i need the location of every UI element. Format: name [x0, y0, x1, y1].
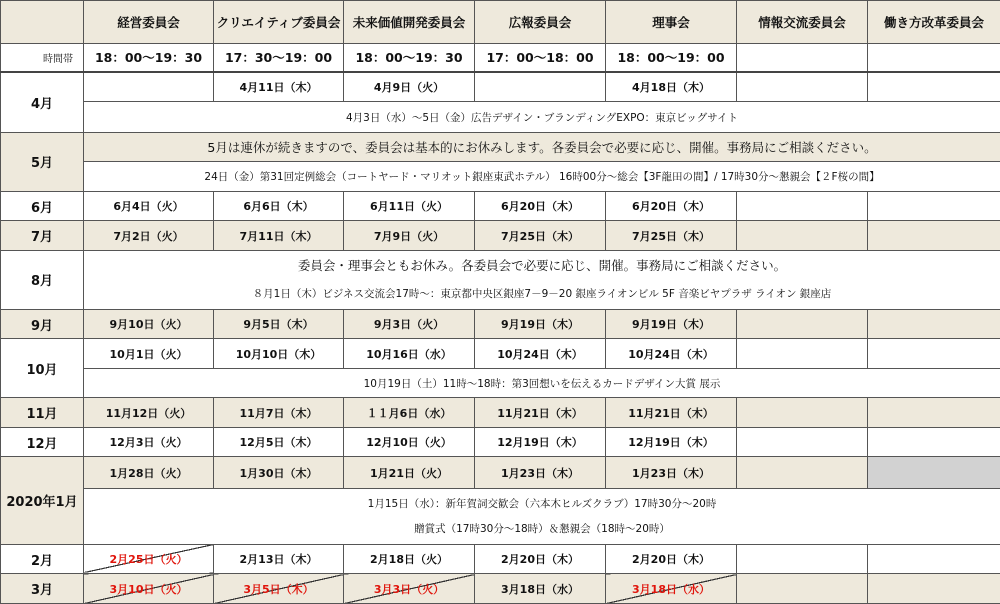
event-note: [84, 488, 1000, 544]
meeting-date: 2月13日（木）: [214, 544, 344, 574]
month-label: 6月: [1, 191, 84, 221]
meeting-date: [737, 309, 868, 339]
meeting-date: 10月10日（木）: [214, 339, 344, 369]
meeting-date: 4月11日（木）: [214, 72, 344, 102]
month-label: 7月: [1, 221, 84, 251]
meeting-date: 12月19日（木）: [606, 427, 737, 457]
meeting-date: [737, 427, 868, 457]
event-row-oct: [1, 368, 1000, 398]
time-slot: 17：00〜18：00: [475, 43, 606, 72]
month-row-apr: [1, 72, 1000, 102]
meeting-date: [868, 457, 1000, 489]
month-row-mar: [1, 574, 1000, 604]
meeting-date: 6月4日（火）: [84, 191, 214, 221]
month-label: 9月: [1, 309, 84, 339]
meeting-date: 7月25日（木）: [606, 221, 737, 251]
meeting-date: 12月5日（木）: [214, 427, 344, 457]
event-note-line: 1月15日（水）：新年賀詞交歓会（六本木ヒルズクラブ）17時30分〜20時: [367, 498, 717, 511]
meeting-date: 10月16日（水）: [344, 339, 475, 369]
month-label: 11月: [1, 398, 84, 428]
event-note-line: 贈賞式（17時30分〜18時）＆懇親会（18時〜20時）: [414, 523, 670, 536]
meeting-date: [868, 339, 1000, 369]
committee-header: 広報委員会: [475, 1, 606, 44]
month-row-dec: [1, 427, 1000, 457]
meeting-date: [737, 544, 868, 574]
meeting-date: 12月19日（木）: [475, 427, 606, 457]
meeting-date: [737, 339, 868, 369]
month-label: 3月: [1, 574, 84, 604]
time-slot: [737, 43, 868, 72]
month-label: 8月: [1, 250, 84, 309]
meeting-date: 12月3日（火）: [84, 427, 214, 457]
meeting-date: [868, 221, 1000, 251]
month-label: 2020年1月: [1, 457, 84, 545]
meeting-date: [737, 221, 868, 251]
meeting-date: [737, 574, 868, 604]
month-row-nov: [1, 398, 1000, 428]
meeting-date: 9月19日（木）: [606, 309, 737, 339]
meeting-date: 1月21日（火）: [344, 457, 475, 489]
meeting-date: [475, 72, 606, 102]
meeting-date: 6月20日（木）: [475, 191, 606, 221]
meeting-date: 1月30日（木）: [214, 457, 344, 489]
meeting-date: 4月9日（火）: [344, 72, 475, 102]
event-note: 24日（金）第31回定例総会（コートヤード・マリオット銀座東武ホテル） 16時00分〜総会【3F龍田の間】/ 17時30分〜懇親会【２F桜の間】: [84, 162, 1000, 192]
meeting-date: [868, 398, 1000, 428]
meeting-date: 1月23日（木）: [475, 457, 606, 489]
event-row-apr: [1, 102, 1000, 133]
month-label: 5月: [1, 132, 84, 191]
committee-header: 理事会: [606, 1, 737, 44]
meeting-date: 7月9日（火）: [344, 221, 475, 251]
month-row-feb: [1, 544, 1000, 574]
month-row-sep: [1, 309, 1000, 339]
committee-header: 未来価値開発委員会: [344, 1, 475, 44]
cancelled-meeting-date: 3月18日（水）: [606, 574, 737, 604]
month-notice: 委員会・理事会ともお休み。各委員会で必要に応じ、開催。事務局にご相談ください。: [84, 250, 1000, 278]
meeting-date: 11月7日（木）: [214, 398, 344, 428]
committee-header: 経営委員会: [84, 1, 214, 44]
meeting-date: 9月19日（木）: [475, 309, 606, 339]
month-label: 12月: [1, 427, 84, 457]
meeting-date: 7月2日（火）: [84, 221, 214, 251]
meeting-date: 9月5日（木）: [214, 309, 344, 339]
cancelled-meeting-date: 3月10日（火）: [84, 574, 214, 604]
meeting-date: 10月24日（木）: [606, 339, 737, 369]
meeting-date: 2月20日（木）: [475, 544, 606, 574]
cancelled-meeting-date: 2月25日（火）: [84, 544, 214, 574]
month-row-oct: [1, 339, 1000, 369]
meeting-date: 6月11日（火）: [344, 191, 475, 221]
month-label: 10月: [1, 339, 84, 398]
event-note: 10月19日（土）11時〜18時：第3回想いを伝えるカードデザイン大賞 展示: [84, 368, 1000, 398]
committee-header: 働き方改革委員会: [868, 1, 1000, 44]
meeting-date: 9月10日（火）: [84, 309, 214, 339]
meeting-date: [868, 309, 1000, 339]
meeting-date: 9月3日（火）: [344, 309, 475, 339]
meeting-date: 1月28日（火）: [84, 457, 214, 489]
meeting-date: [868, 574, 1000, 604]
month-row-aug: [1, 250, 1000, 278]
time-slot: 17：30〜19：00: [214, 43, 344, 72]
time-slot-label: 時間帯: [1, 43, 84, 72]
meeting-date: 7月11日（木）: [214, 221, 344, 251]
event-row-jan: [1, 488, 1000, 544]
meeting-date: 6月20日（木）: [606, 191, 737, 221]
cancelled-meeting-date: 3月3日（火）: [344, 574, 475, 604]
meeting-date: [868, 191, 1000, 221]
event-row-aug: [1, 279, 1000, 310]
meeting-date: [737, 398, 868, 428]
corner-cell: [1, 1, 84, 44]
month-row-jul: [1, 221, 1000, 251]
month-label: 2月: [1, 544, 84, 574]
meeting-date: 11月21日（木）: [475, 398, 606, 428]
meeting-date: 2月18日（火）: [344, 544, 475, 574]
meeting-date: 2月20日（木）: [606, 544, 737, 574]
meeting-date: 6月6日（木）: [214, 191, 344, 221]
time-slot: 18：00〜19：30: [344, 43, 475, 72]
event-row-may: [1, 162, 1000, 192]
month-row-jan: [1, 457, 1000, 489]
time-slot-row: [1, 43, 1000, 72]
meeting-date: 12月10日（火）: [344, 427, 475, 457]
cancelled-meeting-date: 3月5日（木）: [214, 574, 344, 604]
meeting-date: [84, 72, 214, 102]
meeting-date: [868, 427, 1000, 457]
month-notice: 5月は連休が続きますので、委員会は基本的にお休みします。各委員会で必要に応じ、開催。事務局にご相談ください。: [84, 132, 1000, 162]
meeting-date: [868, 72, 1000, 102]
meeting-date: 11月21日（木）: [606, 398, 737, 428]
committee-header: 情報交流委員会: [737, 1, 868, 44]
meeting-date: 10月24日（木）: [475, 339, 606, 369]
month-row-may: [1, 132, 1000, 162]
meeting-date: １１月6日（水）: [344, 398, 475, 428]
meeting-date: [737, 457, 868, 489]
meeting-date: [868, 544, 1000, 574]
event-note: ８月1日（木）ビジネス交流会17時〜：東京都中央区銀座7－9－20 銀座ライオンビル 5F 音楽ビヤプラザ ライオン 銀座店: [84, 279, 1000, 310]
month-label: 4月: [1, 72, 84, 132]
event-note: 4月3日（水）〜5日（金）広告デザイン・ブランディングEXPO：東京ビッグサイト: [84, 102, 1000, 133]
meeting-date: 10月1日（火）: [84, 339, 214, 369]
committee-header: クリエイティブ委員会: [214, 1, 344, 44]
month-row-jun: [1, 191, 1000, 221]
meeting-date: 7月25日（木）: [475, 221, 606, 251]
meeting-date: 11月12日（火）: [84, 398, 214, 428]
meeting-date: [737, 191, 868, 221]
meeting-date: 1月23日（木）: [606, 457, 737, 489]
time-slot: 18：00〜19：30: [84, 43, 214, 72]
meeting-date: [737, 72, 868, 102]
meeting-date: 3月18日（水）: [475, 574, 606, 604]
time-slot: 18：00〜19：00: [606, 43, 737, 72]
header-row: [1, 1, 1000, 44]
time-slot: [868, 43, 1000, 72]
meeting-date: 4月18日（木）: [606, 72, 737, 102]
